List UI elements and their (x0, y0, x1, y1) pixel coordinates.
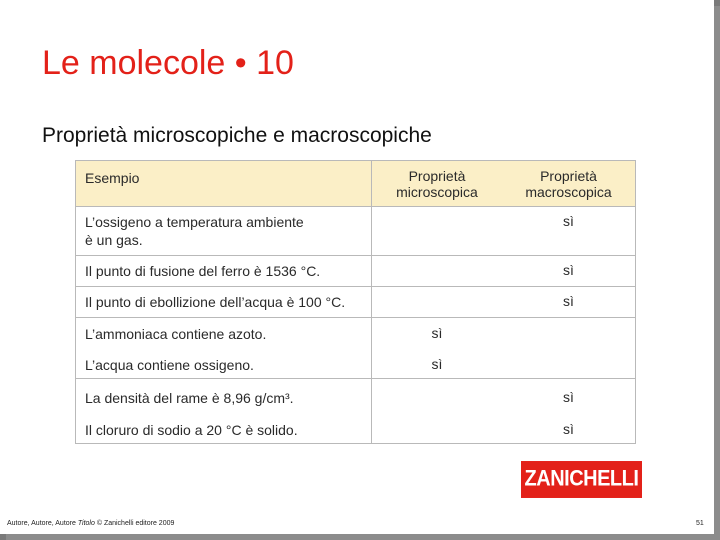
cell-example (85, 213, 370, 249)
header-macro-line1: Proprietà (540, 167, 597, 184)
cell-example: La densità del rame è 8,96 g/cm³. (85, 390, 294, 406)
page-number: 51 (696, 520, 704, 527)
cell-micro: sì (431, 325, 443, 341)
header-micro-line2: microscopica (396, 183, 478, 200)
table-row (76, 207, 635, 256)
footer-prefix: Autore, Autore, Autore (7, 520, 78, 527)
slide-title: Le molecole • 10 (42, 44, 294, 82)
header-micro-line1: Proprietà (408, 167, 466, 184)
table-row (76, 256, 635, 287)
properties-table (75, 160, 636, 444)
cell-example-line1: L’ossigeno a temperatura ambiente (85, 214, 304, 230)
cell-example-line2: è un gas. (85, 232, 143, 248)
table-row-group (76, 379, 635, 443)
cell-macro: sì (563, 213, 574, 229)
zanichelli-logo: ZANICHELLI (521, 461, 642, 498)
slide-subtitle: Proprietà microscopiche e macroscopiche (42, 124, 432, 147)
cell-example: Il punto di fusione del ferro è 1536 °C. (85, 263, 321, 279)
header-macro-line2: macroscopica (525, 183, 612, 200)
header-micro (372, 161, 502, 206)
cell-example: L’acqua contiene ossigeno. (85, 357, 254, 373)
cell-macro: sì (563, 293, 574, 309)
table-row (76, 287, 635, 318)
cell-micro: sì (431, 356, 443, 372)
table-row-group (76, 318, 635, 379)
cell-example: L’ammoniaca contiene azoto. (85, 326, 267, 342)
cell-example: Il cloruro di sodio a 20 °C è solido. (85, 422, 298, 438)
slide-shadow-bottom (6, 534, 720, 540)
footer-suffix: © Zanichelli editore 2009 (94, 520, 175, 527)
header-macro (502, 161, 635, 206)
cell-example: Il punto di ebollizione dell’acqua è 100 °C. (85, 294, 346, 310)
footer-credits (7, 520, 174, 527)
slide-shadow-right (714, 6, 720, 540)
cell-macro: sì (563, 421, 574, 437)
cell-macro: sì (563, 262, 574, 278)
header-example: Esempio (85, 170, 140, 186)
footer-work: Titolo (77, 520, 95, 527)
table-header (76, 161, 635, 207)
cell-macro: sì (563, 389, 574, 405)
